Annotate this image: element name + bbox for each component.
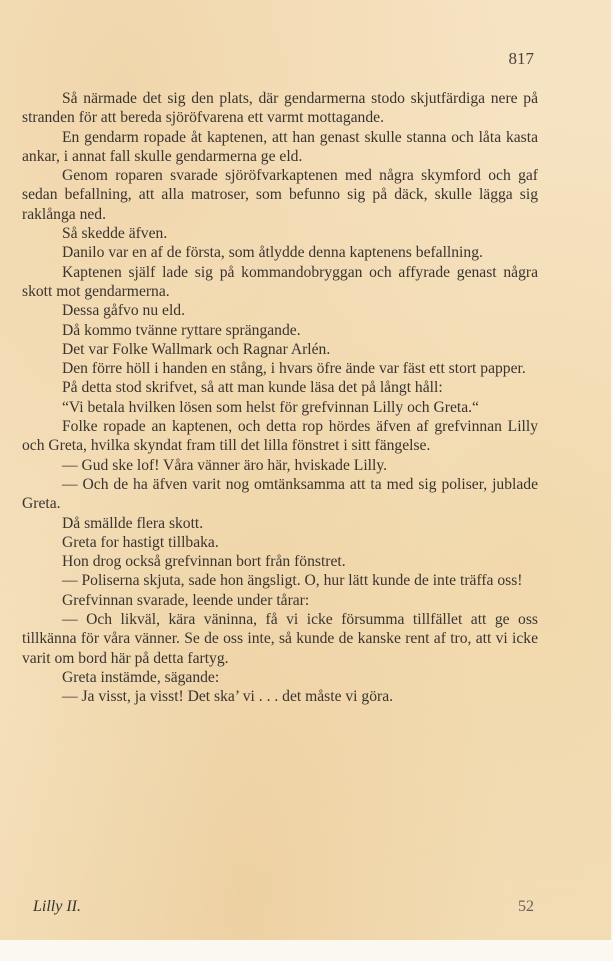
paragraph: — Poliserna skjuta, sade hon ängsligt. O, hur lätt kunde de inte träffa oss! xyxy=(62,572,523,590)
paragraph: Folke ropade an kaptenen, och detta rop hördes äfven af grefvinnan Lilly och Greta, hvilka skyndat fram till det lilla fönstret i sitt fängelse. xyxy=(22,418,538,455)
page-number: 817 xyxy=(508,49,534,68)
paragraph: Dessa gåfvo nu eld. xyxy=(62,302,185,320)
page-body xyxy=(22,89,538,707)
paragraph: — Gud ske lof! Våra vänner äro här, hviskade Lilly. xyxy=(62,456,388,474)
paragraph: En gendarm ropade åt kaptenen, att han genast skulle stanna och låta kasta ankar, i annat fall skulle gendarmerna ge eld. xyxy=(22,128,538,165)
paragraph: Greta instämde, sägande: xyxy=(62,668,220,686)
paragraph: Grefvinnan svarade, leende under tårar: xyxy=(62,591,310,609)
paragraph: Hon drog också grefvinnan bort från fönstret. xyxy=(62,553,346,571)
paragraph: På detta stod skrifvet, så att man kunde läsa det på långt håll: xyxy=(62,379,443,397)
paragraph: Då smällde flera skott. xyxy=(62,514,204,532)
paragraph: — Ja visst, ja visst! Det ska’ vi . . . det måste vi göra. xyxy=(62,688,394,706)
sheet-number: 52 xyxy=(518,898,534,915)
paragraph: Kaptenen själf lade sig på kommandobryggan och affyrade genast några skott mot gendarmerna. xyxy=(22,263,538,300)
paragraph: Danilo var en af de första, som åtlydde denna kaptenens befallning. xyxy=(62,244,483,262)
paragraph: — Och de ha äfven varit nog omtänksamma att ta med sig poliser, jublade Greta. xyxy=(22,475,538,513)
paragraph: Greta for hastigt tillbaka. xyxy=(62,533,219,551)
paragraph: — Och likväl, kära väninna, få vi icke försumma tillfället att ge oss tillkänna för våra vänner. Se de oss inte, så kunde de kanske rent af tro, att vi icke varit om bord här på detta fartyg. xyxy=(22,611,538,667)
paragraph: Genom roparen svarade sjöröfvarkaptenen med några skymford och gaf sedan befallning, att alla matroser, som befunno sig på däck, skulle lägga sig raklånga ned. xyxy=(22,167,538,223)
signature-mark: Lilly II. xyxy=(33,898,81,915)
paragraph: Då kommo tvänne ryttare sprängande. xyxy=(62,321,301,339)
paragraph: Den förre höll i handen en stång, i hvars öfre ände var fäst ett stort papper. xyxy=(62,360,526,378)
paragraph: Så närmade det sig den plats, där gendarmerna stodo skjutfärdiga nere på stranden för att bereda sjöröfvarena ett varmt mottagande. xyxy=(22,90,538,127)
paragraph: “Vi betala hvilken lösen som helst för grefvinnan Lilly och Greta.“ xyxy=(62,398,479,416)
paragraph: Så skedde äfven. xyxy=(62,225,168,243)
page-footer xyxy=(33,898,538,916)
paragraph: Det var Folke Wallmark och Ragnar Arlén. xyxy=(62,340,331,358)
